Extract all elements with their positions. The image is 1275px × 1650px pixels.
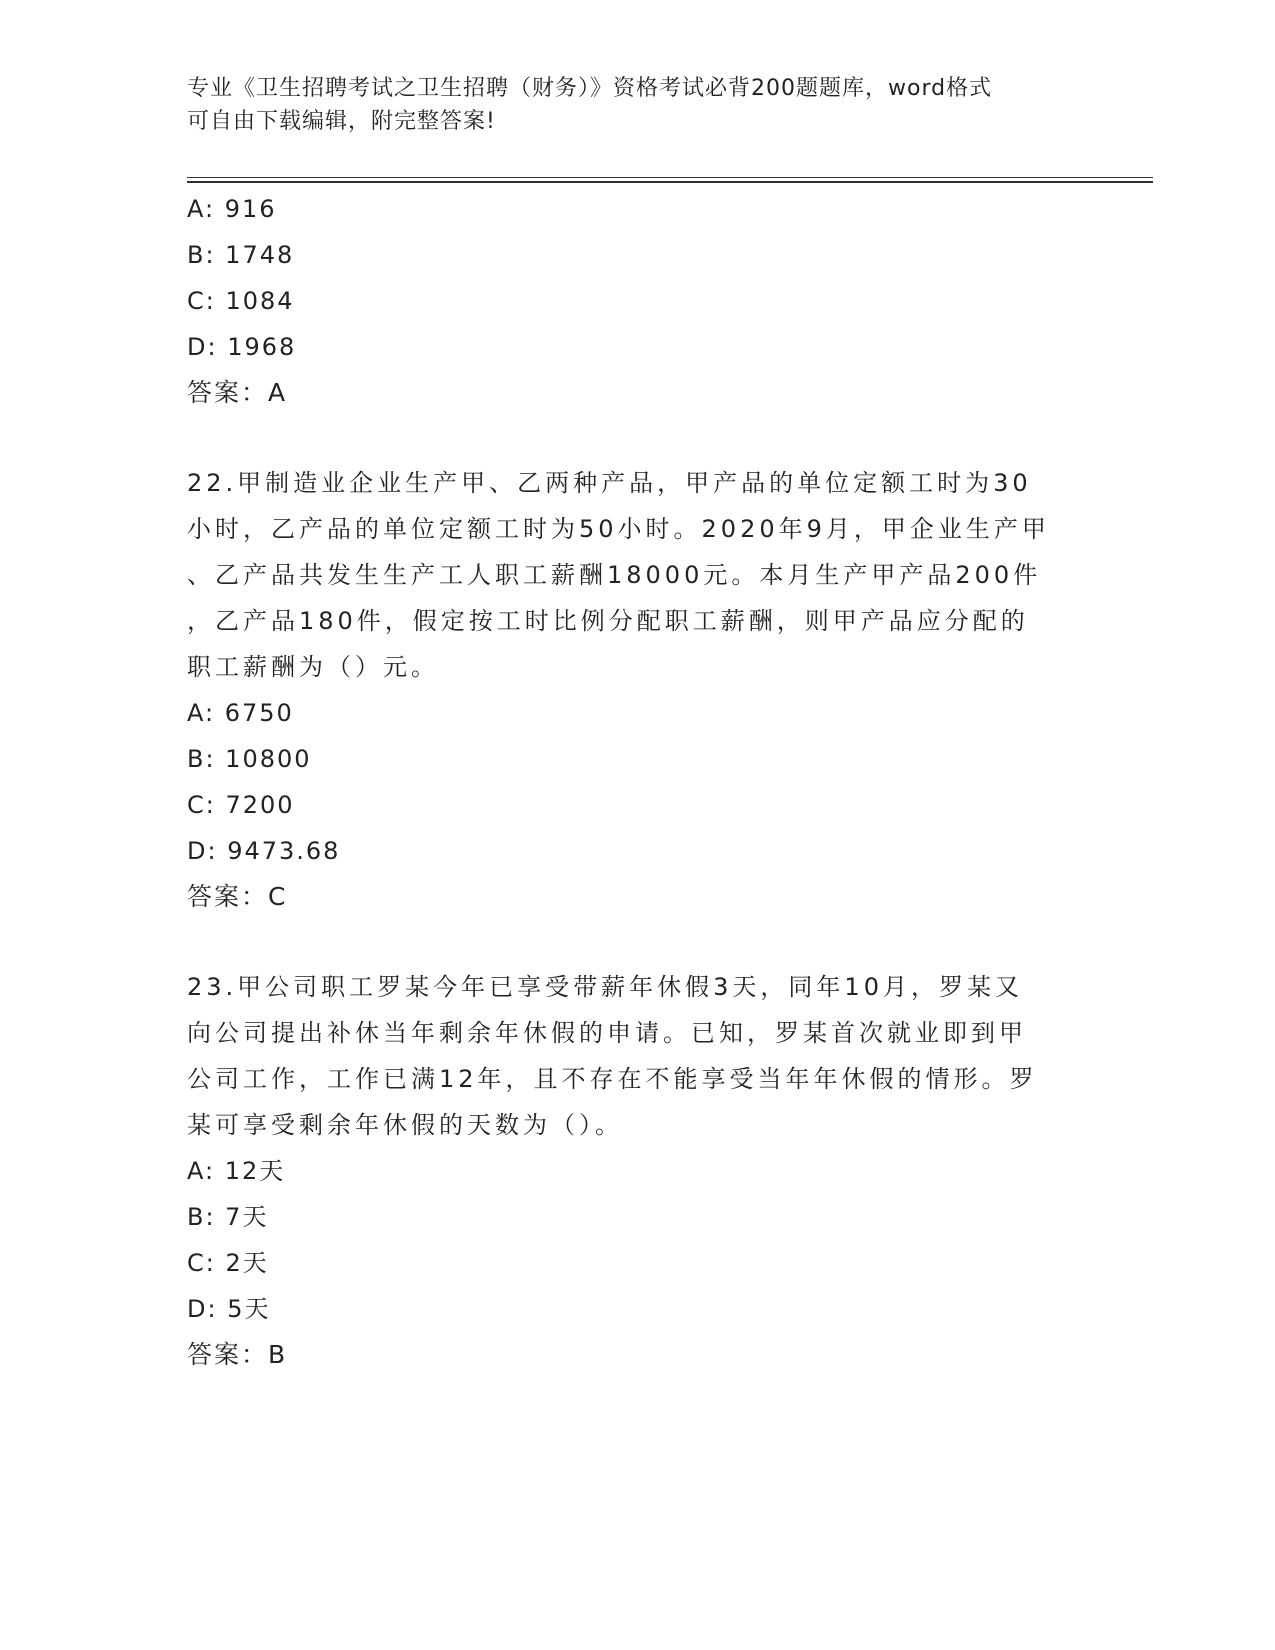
option-a: A: 12天 xyxy=(187,1157,286,1185)
answer: 答案：C xyxy=(187,882,288,911)
option-d: D: 1968 xyxy=(187,333,297,361)
question-line: ，乙产品180件，假定按工时比例分配职工薪酬，则甲产品应分配的 xyxy=(187,607,1029,635)
spacer xyxy=(187,416,1087,460)
question-22 xyxy=(187,460,1087,920)
document-header xyxy=(187,72,1067,138)
header-divider-thin xyxy=(187,177,1153,178)
option-b: B: 7天 xyxy=(187,1203,269,1231)
question-line: 小时，乙产品的单位定额工时为50小时。2020年9月，甲企业生产甲 xyxy=(187,515,1050,543)
question-23 xyxy=(187,964,1087,1378)
header-divider-thick xyxy=(187,181,1153,183)
option-a: A: 916 xyxy=(187,195,277,223)
question-line: 22.甲制造业企业生产甲、乙两种产品，甲产品的单位定额工时为30 xyxy=(187,469,1032,497)
option-b: B: 1748 xyxy=(187,241,295,269)
option-c: C: 1084 xyxy=(187,287,295,315)
question-line: 向公司提出补休当年剩余年休假的申请。已知，罗某首次就业即到甲 xyxy=(187,1019,1027,1047)
option-b: B: 10800 xyxy=(187,745,312,773)
question-line: 、乙产品共发生生产工人职工薪酬18000元。本月生产甲产品200件 xyxy=(187,561,1042,589)
question-line: 职工薪酬为（）元。 xyxy=(187,653,439,681)
question-text xyxy=(187,460,1067,690)
option-c: C: 7200 xyxy=(187,791,295,819)
question-text xyxy=(187,964,1067,1148)
option-d: D: 5天 xyxy=(187,1295,271,1323)
answer: 答案：B xyxy=(187,1340,288,1369)
question-line: 23.甲公司职工罗某今年已享受带薪年休假3天，同年10月，罗某又 xyxy=(187,973,1023,1001)
question-21 xyxy=(187,186,1087,416)
question-line: 公司工作，工作已满12年，且不存在不能享受当年年休假的情形。罗 xyxy=(187,1065,1038,1093)
question-list xyxy=(187,186,1087,1378)
spacer xyxy=(187,920,1087,964)
answer: 答案：A xyxy=(187,378,288,407)
option-a: A: 6750 xyxy=(187,699,294,727)
question-line: 某可享受剩余年休假的天数为（）。 xyxy=(187,1111,623,1139)
option-d: D: 9473.68 xyxy=(187,837,341,865)
header-line-1: 专业《卫生招聘考试之卫生招聘（财务）》资格考试必背200题题库，word格式 xyxy=(187,76,993,101)
option-c: C: 2天 xyxy=(187,1249,269,1277)
header-line-2: 可自由下载编辑，附完整答案! xyxy=(187,109,496,134)
